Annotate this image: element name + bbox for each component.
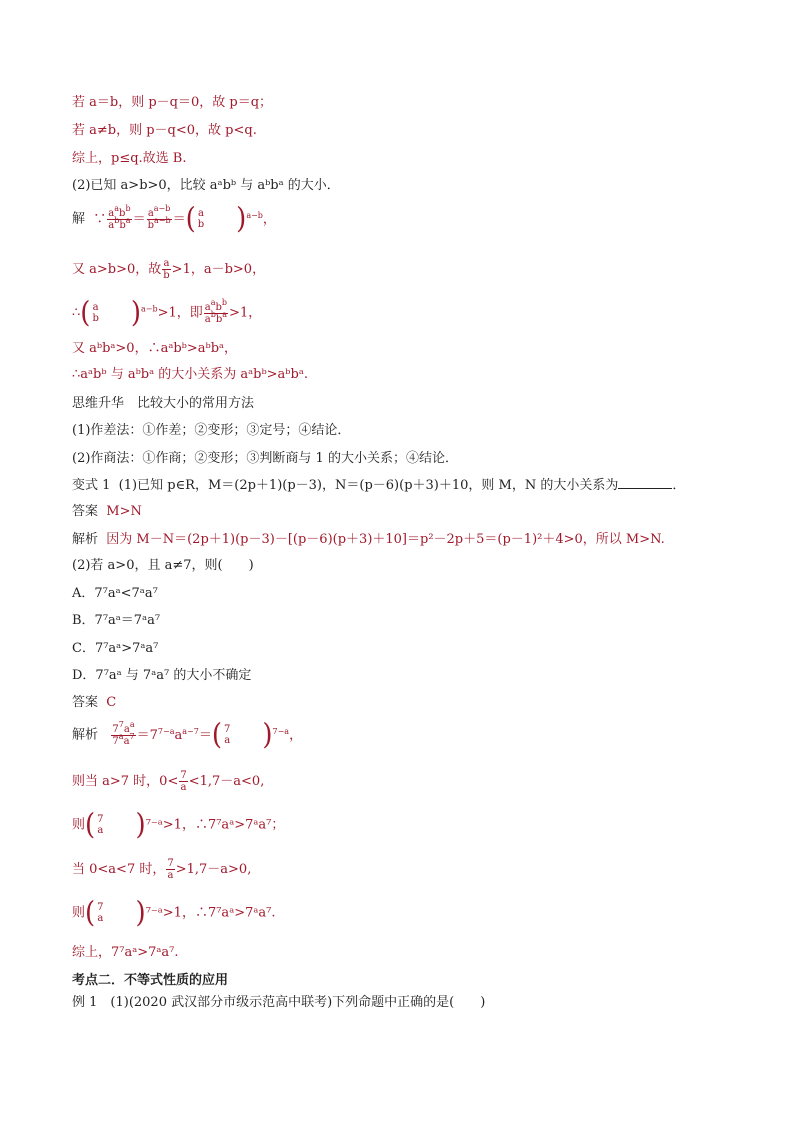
- line-case-unequal: 若 a≠b，则 p－q<0，故 p<q.: [72, 123, 257, 138]
- analysis-text: 因为 M－N＝(2p＋1)(p－3)－[(p－6)(p＋3)＋10]＝p²－2p＋5＝(p－1)²＋4>0，所以 M>N.: [106, 532, 665, 547]
- analysis-2: [72, 718, 303, 752]
- answer-value: C: [106, 695, 117, 710]
- case-tail: >1,7－a>0,: [175, 862, 252, 877]
- method-quotient: (2)作商法：①作商；②变形；③判断商与 1 的大小关系；④结论．: [72, 451, 458, 466]
- option-c: C．7⁷aᵃ>7ᵃa⁷: [72, 641, 159, 656]
- then-tail: ⁷⁻ᵃ>1，∴7⁷aᵃ>7ᵃa⁷.: [145, 905, 276, 921]
- analysis-1: [72, 531, 665, 549]
- answer-label: 答案: [72, 695, 99, 710]
- line-conclusion: 综上，p≤q.故选 B.: [72, 151, 187, 166]
- case-a-gt-7: 则当 a>7 时，0< $\frac{7}{a}$ <1,7－a<0,: [72, 770, 265, 793]
- line-result: ∴aᵃbᵇ 与 aᵇbᵃ 的大小关系为 aᵃbᵇ>aᵇbᵃ.: [72, 367, 308, 382]
- then-label: 则: [72, 905, 86, 921]
- solution-expression: ∵ $\frac{a^ab^b}{a^bb^a}$ ＝ $\frac{a^{a-b}}{b^{a-b}}$ ＝( a b )$^{a-b}$，: [89, 202, 276, 236]
- analysis-expression: $\frac{7^7a^a}{7^aa^7}$ $=7^{7-a}a^{a-7}=$( 7 a )$^{7-a}$，: [112, 718, 303, 752]
- line-therefore-tail: >1，即: [157, 305, 203, 321]
- line-therefore-power: ∴( a b )$^{a-b}$>1，即 $\frac{a^ab^b}{a^bb^a}$ >1，: [72, 296, 262, 330]
- option-b: B．7⁷aᵃ＝7ᵃa⁷: [72, 613, 161, 628]
- then-line-1: 则( 7 a )⁷⁻ᵃ>1，∴7⁷aᵃ>7ᵃa⁷；: [72, 808, 285, 842]
- answer-2: [72, 694, 116, 712]
- case-tail: <1,7－a<0,: [188, 774, 265, 789]
- option-d: D．7⁷aᵃ 与 7ᵃa⁷ 的大小不确定: [72, 668, 252, 683]
- line-positive: 又 aᵇbᵃ>0，∴aᵃbᵇ>aᵇbᵃ，: [72, 341, 238, 356]
- line-since-a-gt-b: 又 a>b>0，故 $\frac{a}{b}$ >1，a－b>0，: [72, 258, 266, 281]
- line-since-tail: >1，a－b>0，: [171, 262, 266, 277]
- analysis-label: 解析: [72, 727, 99, 743]
- variant-question: (1)已知 p∈R，M＝(2p＋1)(p－3)，N＝(p－6)(p＋3)＋10，则 M，N 的大小关系为: [118, 478, 619, 493]
- example-1: 例 1 (1)(2020 武汉部分市级示范高中联考)下列命题中正确的是( ): [72, 995, 486, 1010]
- answer-1: [72, 503, 142, 521]
- variant-1: 变式 1 (1)已知 p∈R，M＝(2p＋1)(p－3)，N＝(p－6)(p＋3)＋10，则 M，N 的大小关系为 ．: [72, 478, 686, 493]
- answer-label: 答案: [72, 504, 99, 519]
- line-since-text: 又 a>b>0，故: [72, 262, 162, 277]
- variant-label: 变式 1: [72, 478, 111, 493]
- line-case-equal: 若 a＝b，则 p－q＝0，故 p＝q；: [72, 95, 273, 110]
- section-heading: 考点二．不等式性质的应用: [72, 973, 229, 988]
- then-line-2: 则( 7 a )⁷⁻ᵃ>1，∴7⁷aᵃ>7ᵃa⁷.: [72, 896, 276, 930]
- solution-line: [72, 202, 276, 236]
- case-text: 则当 a>7 时，0<: [72, 774, 179, 789]
- option-a: A．7⁷aᵃ<7ᵃa⁷: [72, 586, 158, 601]
- answer-value: M>N: [106, 504, 142, 519]
- answer-blank: [618, 477, 672, 489]
- method-summary-title: 思维升华 比较大小的常用方法: [72, 396, 255, 411]
- method-difference: (1)作差法：①作差；②变形；③定号；④结论．: [72, 423, 351, 438]
- solution-label: 解: [72, 211, 86, 227]
- question-2: (2)已知 a>b>0，比较 aᵃbᵇ 与 aᵇbᵃ 的大小．: [72, 178, 340, 193]
- then-label: 则: [72, 817, 86, 833]
- analysis-label: 解析: [72, 532, 99, 547]
- then-tail: ⁷⁻ᵃ>1，∴7⁷aᵃ>7ᵃa⁷；: [145, 817, 285, 833]
- case-text: 当 0<a<7 时，: [72, 862, 166, 877]
- case-a-lt-7: 当 0<a<7 时， $\frac{7}{a}$ >1,7－a>0,: [72, 858, 252, 881]
- final-conclusion: 综上，7⁷aᵃ>7ᵃa⁷.: [72, 945, 179, 960]
- question-2b: (2)若 a>0，且 a≠7，则( ): [72, 558, 254, 573]
